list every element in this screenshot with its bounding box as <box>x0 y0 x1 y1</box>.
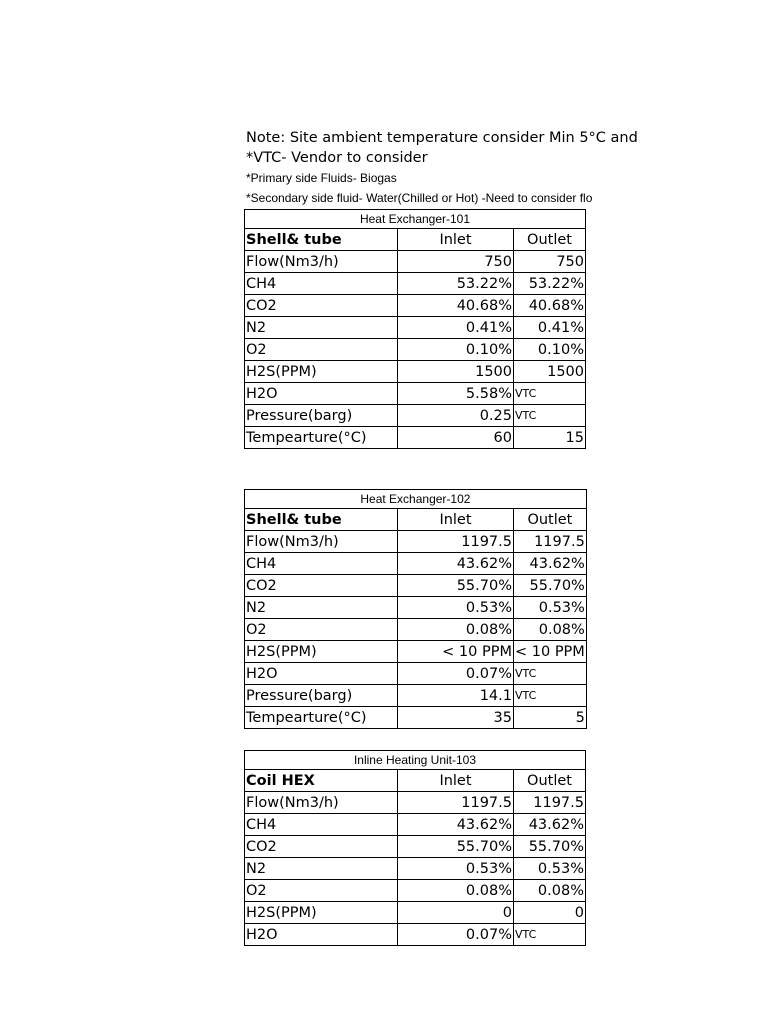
param-name: Tempearture(°C) <box>245 707 398 729</box>
inlet-value: 0.41% <box>398 317 514 339</box>
outlet-value: 55.70% <box>514 575 587 597</box>
param-name: CH4 <box>245 273 398 295</box>
table-row <box>245 836 586 858</box>
table-row <box>245 339 586 361</box>
table-row <box>245 902 586 924</box>
table-row <box>245 383 586 405</box>
inlet-value: 0.53% <box>398 858 514 880</box>
param-name: H2S(PPM) <box>245 361 398 383</box>
table-row <box>245 295 586 317</box>
table-row <box>245 427 586 449</box>
outlet-value: VTC <box>514 383 586 405</box>
outlet-value: 750 <box>514 251 586 273</box>
param-name: Pressure(barg) <box>245 685 398 707</box>
inlet-value: 55.70% <box>398 836 514 858</box>
note-ambient-temperature: Note: Site ambient temperature consider Min 5°C and <box>246 130 638 146</box>
table-row <box>245 641 587 663</box>
table-title: Heat Exchanger-102 <box>245 490 587 509</box>
outlet-value: 1197.5 <box>514 792 586 814</box>
inlet-header: Inlet <box>398 229 514 251</box>
inlet-header: Inlet <box>398 509 514 531</box>
outlet-header: Outlet <box>514 229 586 251</box>
note-secondary-fluid: *Secondary side fluid- Water(Chilled or Hot) -Need to consider flo <box>246 191 593 205</box>
outlet-value: 1500 <box>514 361 586 383</box>
param-name: N2 <box>245 597 398 619</box>
inlet-value: 0.08% <box>398 619 514 641</box>
inlet-value: 0.08% <box>398 880 514 902</box>
inlet-value: 1197.5 <box>398 792 514 814</box>
outlet-value: 55.70% <box>514 836 586 858</box>
inlet-value: 750 <box>398 251 514 273</box>
inlet-value: 60 <box>398 427 514 449</box>
table-title-row <box>245 490 587 509</box>
table-row <box>245 251 586 273</box>
outlet-value: 5 <box>514 707 587 729</box>
equipment-type: Coil HEX <box>245 770 398 792</box>
table-row <box>245 858 586 880</box>
inlet-value: 55.70% <box>398 575 514 597</box>
table-row <box>245 553 587 575</box>
outlet-value: 0.08% <box>514 619 587 641</box>
inlet-header: Inlet <box>398 770 514 792</box>
inlet-value: 5.58% <box>398 383 514 405</box>
param-name: H2O <box>245 663 398 685</box>
inlet-value: 35 <box>398 707 514 729</box>
param-name: H2O <box>245 383 398 405</box>
table-row <box>245 814 586 836</box>
inlet-value: 0.10% <box>398 339 514 361</box>
outlet-value: 0.08% <box>514 880 586 902</box>
param-name: Flow(Nm3/h) <box>245 251 398 273</box>
table-row <box>245 685 587 707</box>
param-name: CO2 <box>245 295 398 317</box>
notes-block <box>246 128 648 208</box>
outlet-value: 53.22% <box>514 273 586 295</box>
table-row <box>245 575 587 597</box>
outlet-value: VTC <box>514 685 587 707</box>
table-row <box>245 361 586 383</box>
inlet-value: 0.07% <box>398 663 514 685</box>
outlet-value: < 10 PPM <box>514 641 587 663</box>
param-name: CH4 <box>245 814 398 836</box>
param-name: O2 <box>245 619 398 641</box>
param-name: Pressure(barg) <box>245 405 398 427</box>
param-name: O2 <box>245 339 398 361</box>
param-name: CH4 <box>245 553 398 575</box>
param-name: Flow(Nm3/h) <box>245 792 398 814</box>
outlet-value: 43.62% <box>514 553 587 575</box>
table-heat-exchanger-102 <box>244 489 587 729</box>
table-row <box>245 531 587 553</box>
param-name: Flow(Nm3/h) <box>245 531 398 553</box>
table-inline-heating-unit-103 <box>244 750 586 946</box>
outlet-header: Outlet <box>514 770 586 792</box>
table-header-row <box>245 509 587 531</box>
inlet-value: 14.1 <box>398 685 514 707</box>
param-name: H2S(PPM) <box>245 641 398 663</box>
table-row <box>245 663 587 685</box>
inlet-value: 0.07% <box>398 924 514 946</box>
note-vtc-definition: *VTC- Vendor to consider <box>246 150 428 166</box>
inlet-value: 43.62% <box>398 553 514 575</box>
outlet-value: 0 <box>514 902 586 924</box>
param-name: H2O <box>245 924 398 946</box>
inlet-value: 1197.5 <box>398 531 514 553</box>
inlet-value: < 10 PPM <box>398 641 514 663</box>
param-name: CO2 <box>245 575 398 597</box>
table-row <box>245 924 586 946</box>
table-title: Inline Heating Unit-103 <box>245 751 586 770</box>
inlet-value: 1500 <box>398 361 514 383</box>
outlet-value: VTC <box>514 405 586 427</box>
table-row <box>245 317 586 339</box>
table-heat-exchanger-101 <box>244 209 586 449</box>
outlet-value: 0.41% <box>514 317 586 339</box>
outlet-value: 0.10% <box>514 339 586 361</box>
outlet-value: VTC <box>514 663 587 685</box>
param-name: Tempearture(°C) <box>245 427 398 449</box>
table-row <box>245 619 587 641</box>
note-primary-fluid: *Primary side Fluids- Biogas <box>246 171 397 185</box>
inlet-value: 53.22% <box>398 273 514 295</box>
table-row <box>245 880 586 902</box>
equipment-type: Shell& tube <box>245 509 398 531</box>
outlet-value: 43.62% <box>514 814 586 836</box>
outlet-value: 1197.5 <box>514 531 587 553</box>
inlet-value: 40.68% <box>398 295 514 317</box>
outlet-value: 0.53% <box>514 597 587 619</box>
table-row <box>245 273 586 295</box>
equipment-type: Shell& tube <box>245 229 398 251</box>
inlet-value: 43.62% <box>398 814 514 836</box>
outlet-value: 0.53% <box>514 858 586 880</box>
outlet-value: 40.68% <box>514 295 586 317</box>
table-row <box>245 707 587 729</box>
table-header-row <box>245 229 586 251</box>
table-header-row <box>245 770 586 792</box>
outlet-header: Outlet <box>514 509 587 531</box>
outlet-value: VTC <box>514 924 586 946</box>
table-row <box>245 792 586 814</box>
table-row <box>245 597 587 619</box>
param-name: O2 <box>245 880 398 902</box>
outlet-value: 15 <box>514 427 586 449</box>
inlet-value: 0.53% <box>398 597 514 619</box>
inlet-value: 0 <box>398 902 514 924</box>
param-name: N2 <box>245 317 398 339</box>
table-title-row <box>245 751 586 770</box>
table-title-row <box>245 210 586 229</box>
table-row <box>245 405 586 427</box>
inlet-value: 0.25 <box>398 405 514 427</box>
param-name: N2 <box>245 858 398 880</box>
param-name: H2S(PPM) <box>245 902 398 924</box>
param-name: CO2 <box>245 836 398 858</box>
table-title: Heat Exchanger-101 <box>245 210 586 229</box>
